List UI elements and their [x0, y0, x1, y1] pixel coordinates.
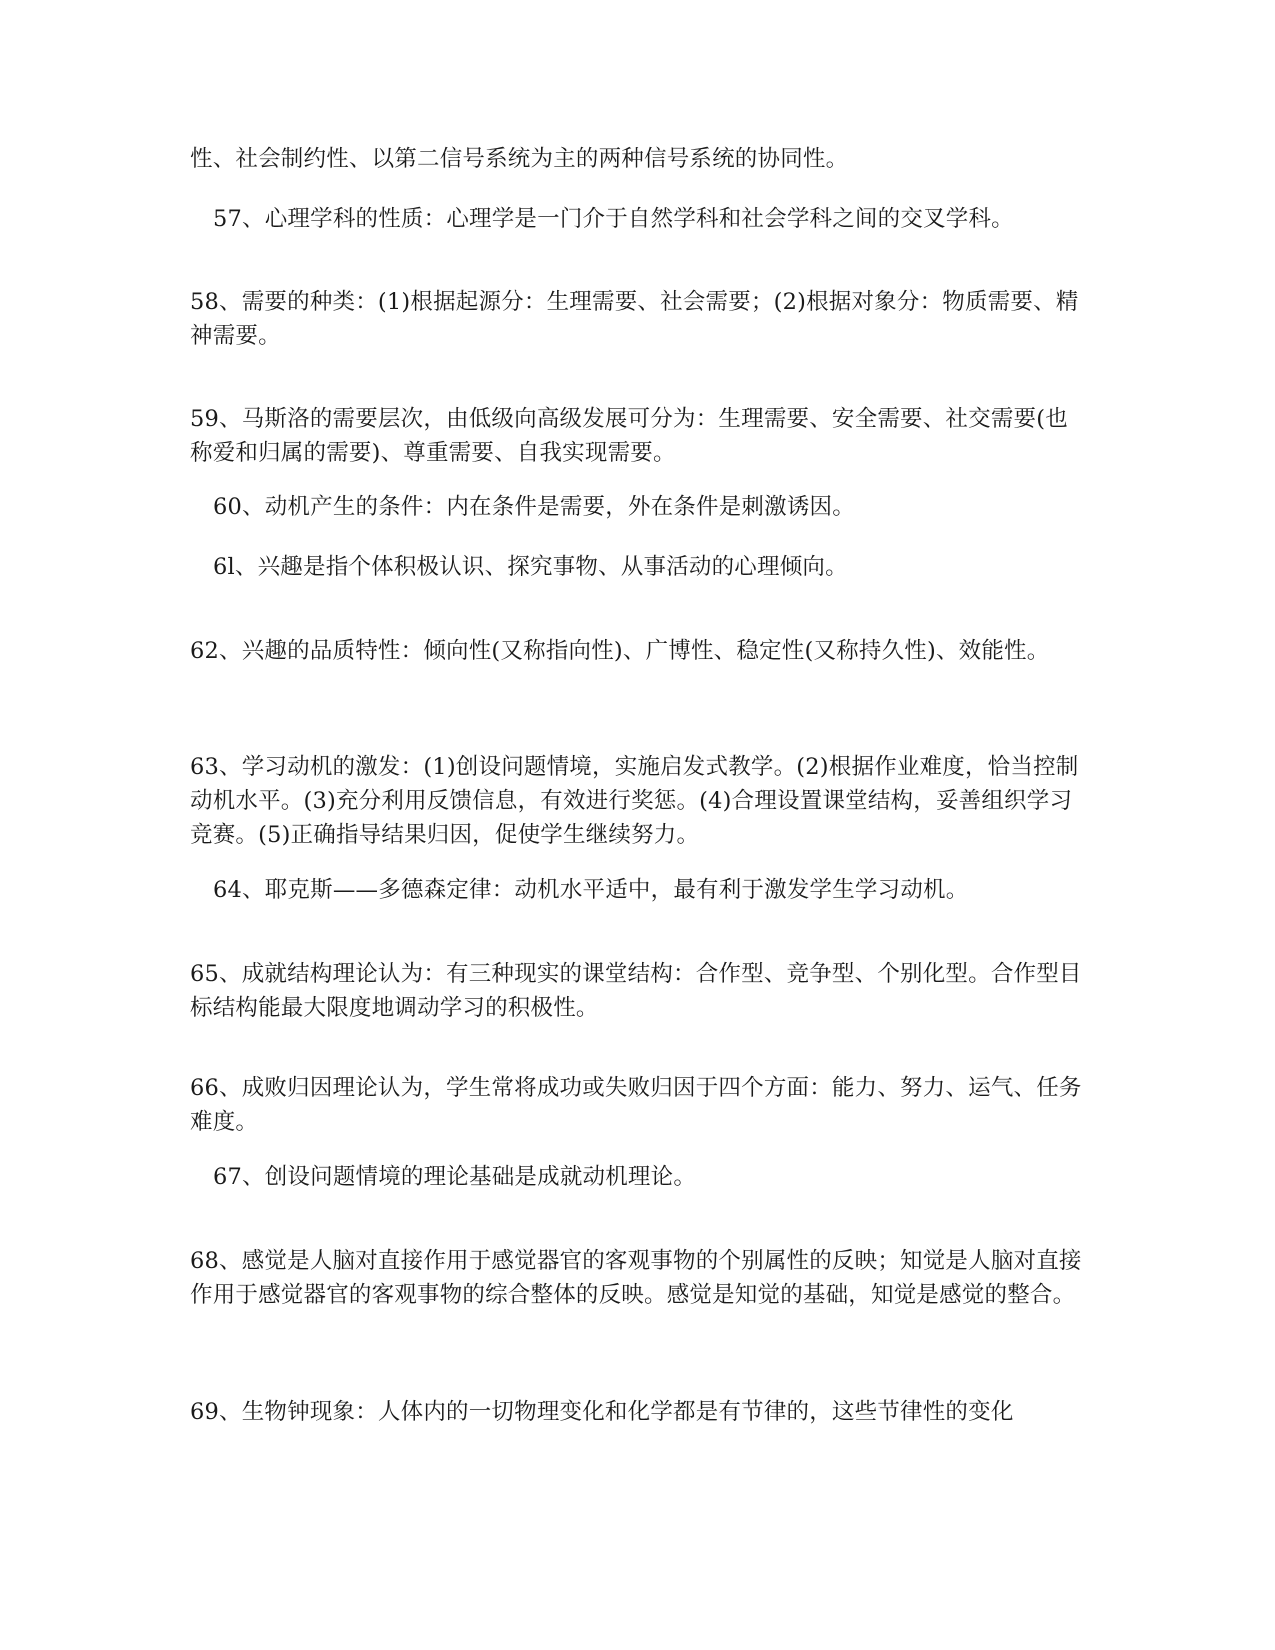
paragraph-60: 60、动机产生的条件：内在条件是需要，外在条件是刺激诱因。 — [213, 494, 855, 520]
paragraph-65: 65、成就结构理论认为：有三种现实的课堂结构：合作型、竞争型、个别化型。合作型目标结构能最大限度地调动学习的积极性。 — [190, 961, 1082, 1021]
paragraph-64: 64、耶克斯——多德森定律：动机水平适中，最有利于激发学生学习动机。 — [213, 877, 969, 903]
paragraph-58: 58、需要的种类：(1)根据起源分：生理需要、社会需要；(2)根据对象分：物质需要、精神需要。 — [190, 289, 1079, 349]
paragraph-66: 66、成败归因理论认为，学生常将成功或失败归因于四个方面：能力、努力、运气、任务难度。 — [190, 1075, 1082, 1135]
paragraph-61: 6l、兴趣是指个体积极认识、探究事物、从事活动的心理倾向。 — [213, 554, 848, 580]
paragraph-59: 59、马斯洛的需要层次，由低级向高级发展可分为：生理需要、安全需要、社交需要(也称爱和归属的需要)、尊重需要、自我实现需要。 — [190, 406, 1068, 466]
paragraph-56-continuation: 性、社会制约性、以第二信号系统为主的两种信号系统的协同性。 — [190, 146, 849, 172]
paragraph-67: 67、创设问题情境的理论基础是成就动机理论。 — [213, 1164, 697, 1190]
paragraph-57: 57、心理学科的性质：心理学是一门介于自然学科和社会学科之间的交叉学科。 — [213, 206, 1014, 232]
paragraph-62: 62、兴趣的品质特性：倾向性(又称指向性)、广博性、稳定性(又称持久性)、效能性。 — [190, 638, 1050, 664]
paragraph-63: 63、学习动机的激发：(1)创设问题情境，实施启发式教学。(2)根据作业难度，恰当控制动机水平。(3)充分利用反馈信息，有效进行奖惩。(4)合理设置课堂结构，妥善组织学习竞赛。(5)正确指导结果归因，促使学生继续努力。 — [190, 754, 1079, 848]
paragraph-69: 69、生物钟现象：人体内的一切物理变化和化学都是有节律的，这些节律性的变化 — [190, 1399, 1014, 1425]
paragraph-68: 68、感觉是人脑对直接作用于感觉器官的客观事物的个别属性的反映；知觉是人脑对直接作用于感觉器官的客观事物的综合整体的反映。感觉是知觉的基础，知觉是感觉的整合。 — [190, 1248, 1082, 1308]
